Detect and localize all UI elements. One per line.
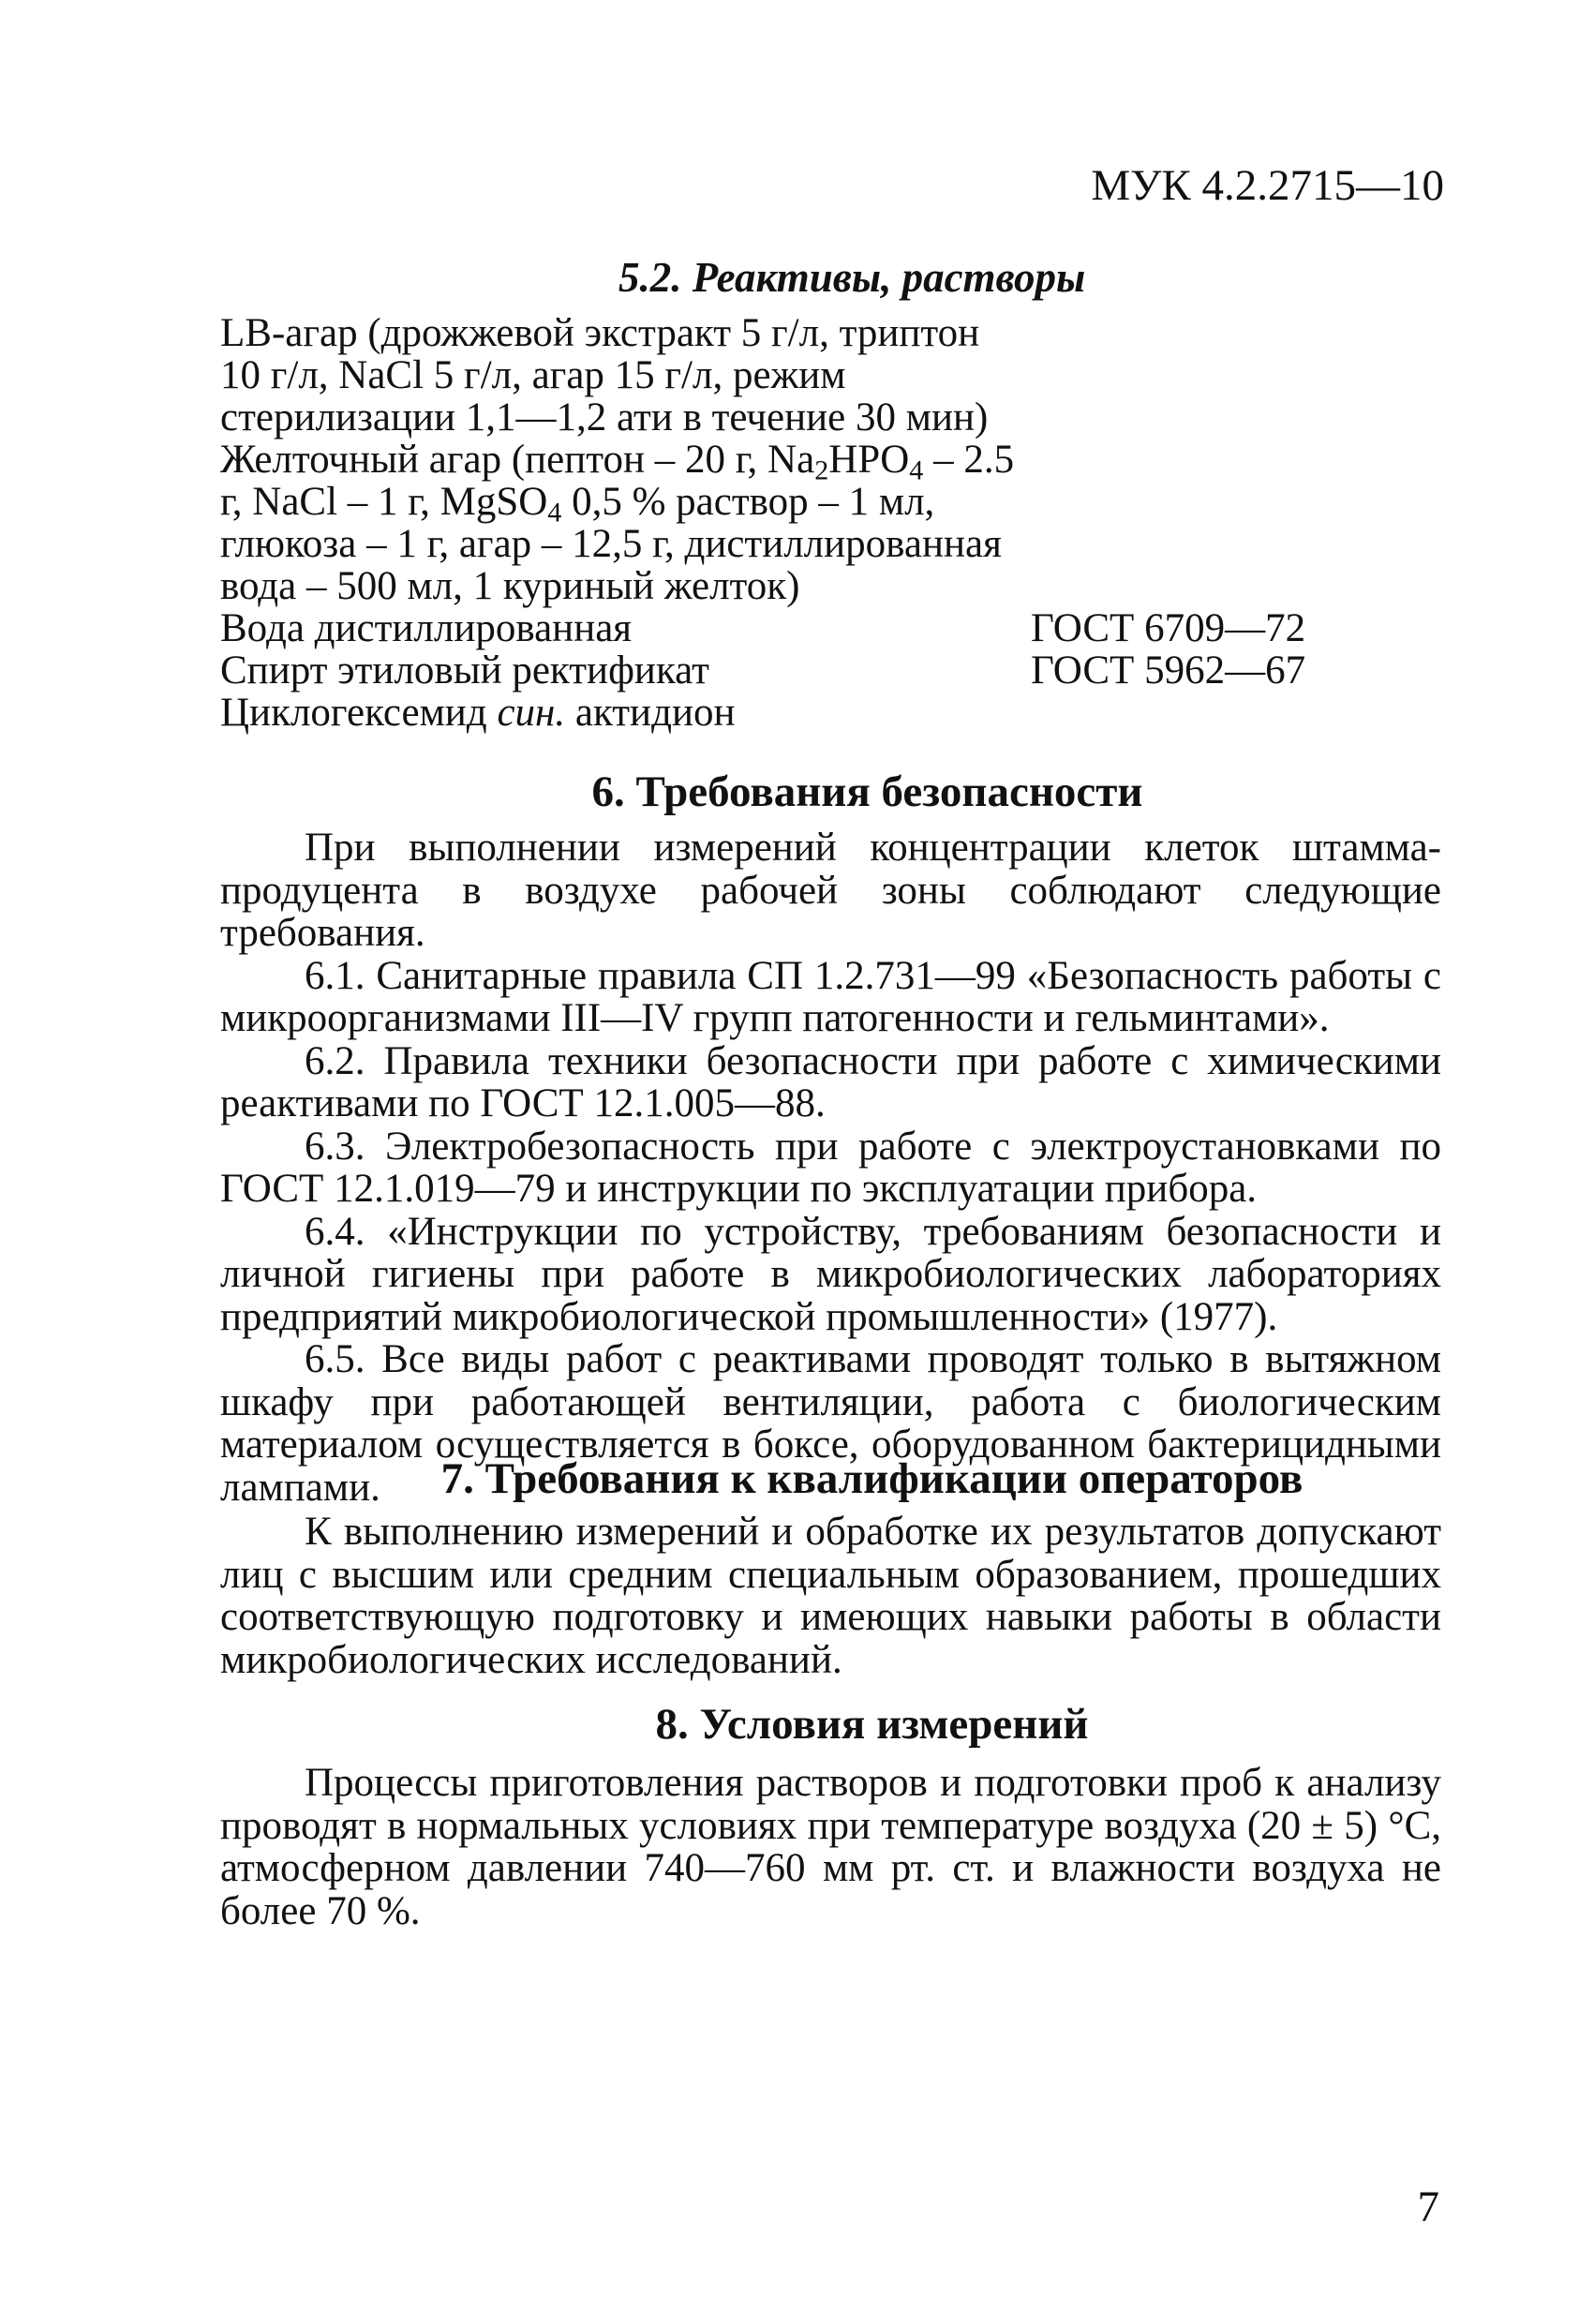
paragraph: К выполнению измерений и обработке их результатов допускают лиц с высшим или средним специальным образованием, прошедших соответствующую подготовку и имеющих навыки работы в области микробиологических исследований.: [220, 1510, 1441, 1682]
section-6-body: [220, 827, 1441, 1509]
reagent-item: [220, 607, 1373, 649]
reagent-standard: ГОСТ 6709—72: [1031, 606, 1306, 650]
paragraph: 6.2. Правила техники безопасности при работе с химическими реактивами по ГОСТ 12.1.005—88.: [220, 1038, 1441, 1125]
paragraph: 6.4. «Инструкции по устройству, требованиям безопасности и личной гигиены при работе в микробиологических лабораториях предприятий микробиологической промышленности» (1977).: [220, 1209, 1441, 1339]
section-7-title: 7. Требования к квалификации операторов: [440, 1454, 1304, 1503]
section-5-2-heading: 5.2. Реактивы, растворы: [618, 254, 1086, 301]
reagent-name: Циклогексемид син. актидион: [220, 691, 736, 735]
reagent-item: [220, 312, 1373, 439]
reagent-name: Спирт этиловый ректификат: [220, 648, 709, 693]
paragraph: 6.5. Все виды работ с реактивами проводят только в вытяжном шкафу при работающей вентиляции, работа с биологическим материалом осуществляется в боксе, оборудованном бактерицидными лампами.: [220, 1337, 1441, 1510]
page-number: 7: [1417, 2182, 1439, 2231]
paragraph: 6.3. Электробезопасность при работе с электроустановками по ГОСТ 12.1.019—79 и инструкции по эксплуатации прибора.: [220, 1124, 1441, 1211]
section-6-title: 6. Требования безопасности: [591, 767, 1143, 816]
paragraph: Процессы приготовления растворов и подготовки проб к анализу проводят в нормальных условиях при температуре воздуха (20 ± 5) °С, атмосферном давлении 740—760 мм рт. ст. и влажности воздуха не более 70 %.: [220, 1761, 1441, 1933]
section-8-title: 8. Условия измерений: [655, 1700, 1089, 1749]
paragraph: 6.1. Санитарные правила СП 1.2.731—99 «Безопасность работы с микроорганизмами III—IV групп патогенности и гельминтами».: [220, 953, 1441, 1040]
reagent-item: [220, 692, 1373, 734]
reagents-list: [220, 312, 1373, 734]
reagent-name: LB-агар (дрожжевой экстракт 5 г/л, триптон 10 г/л, NaCl 5 г/л, агар 15 г/л, режим стерилизации 1,1—1,2 ати в течение 30 мин): [220, 311, 989, 439]
reagent-name: Желточный агар (пептон – 20 г, $Na_2HPO_4 - 2.5$ г, NaCl – 1 г, MgSO$_4$ 0,5 % раствор – 1 мл, глюкоза – 1 г, агар – 12,5 г, дистиллированная вода – 500 мл, 1 куриный желток): [220, 438, 1015, 608]
reagent-standard: ГОСТ 5962—67: [1031, 648, 1306, 693]
paragraph: При выполнении измерений концентрации клеток штамма-продуцента в воздухе рабочей зоны соблюдают следующие требования.: [220, 826, 1441, 955]
reagent-item: [220, 649, 1373, 692]
section-8-body: [220, 1762, 1441, 1932]
document-code: МУК 4.2.2715—10: [1091, 161, 1444, 210]
section-7-body: [220, 1511, 1441, 1681]
reagent-item: [220, 439, 1373, 607]
reagent-name: Вода дистиллированная: [220, 606, 633, 650]
